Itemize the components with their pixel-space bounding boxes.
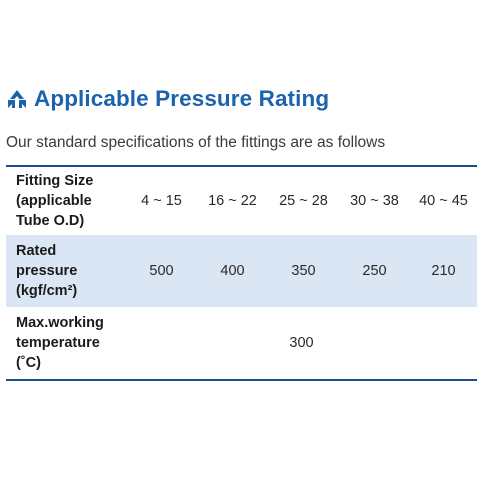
row-label-max-working-temperature <box>6 307 126 379</box>
row-label-line: (applicable <box>16 193 92 209</box>
row-label-line: Rated <box>16 243 57 259</box>
section-subtitle: Our standard specifications of the fittings are as follows <box>6 134 386 151</box>
row-label-line: Fitting Size <box>16 173 94 189</box>
row-label-line: Max.working <box>16 315 104 331</box>
bullet-arrow-icon <box>5 88 29 110</box>
row-label-line: (˚C) <box>16 355 41 371</box>
page-title: Applicable Pressure Rating <box>34 86 330 111</box>
table-cell: 40 ~ 45 <box>419 193 468 209</box>
row-label-fitting-size <box>6 167 126 235</box>
table-cell: 210 <box>410 235 477 307</box>
table-cell: 16 ~ 22 <box>208 193 257 209</box>
pressure-rating-table <box>6 167 477 379</box>
table-cell: 400 <box>197 235 268 307</box>
table-cell: 4 ~ 15 <box>141 193 182 209</box>
section-heading <box>5 86 329 112</box>
table-row-max-working-temperature <box>6 307 477 379</box>
table-cell: 25 ~ 28 <box>279 193 328 209</box>
table-row-rated-pressure <box>6 235 477 307</box>
table-cell: 250 <box>339 235 410 307</box>
table-cell: 30 ~ 38 <box>350 193 399 209</box>
table-cell: 500 <box>126 235 197 307</box>
table-cell: 300 <box>289 335 314 351</box>
table-cell: 350 <box>268 235 339 307</box>
table-bottom-rule <box>6 379 477 381</box>
table-row-fitting-size <box>6 167 477 235</box>
row-label-line: pressure <box>16 263 78 279</box>
row-label-line: (kgf/cm²) <box>16 283 78 299</box>
row-label-rated-pressure <box>6 235 126 307</box>
row-label-line: Tube O.D) <box>16 213 85 229</box>
row-label-line: temperature <box>16 335 100 351</box>
